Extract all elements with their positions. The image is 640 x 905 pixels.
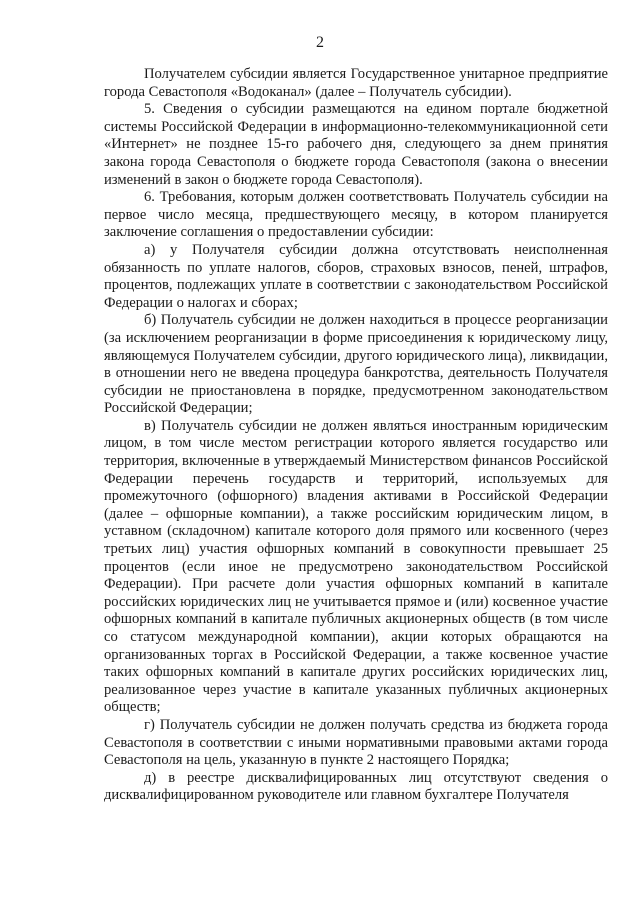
document-body bbox=[104, 66, 608, 805]
paragraph-recipient: Получателем субсидии является Государственное унитарное предприятие города Севастополя «Водоканал» (далее – Получатель субсидии). bbox=[104, 66, 608, 100]
paragraph-6-requirements: 6. Требования, которым должен соответствовать Получатель субсидии на первое число месяца, предшествующего месяцу, в котором планируется заключение соглашения о предоставлении субсидии: bbox=[104, 189, 608, 241]
paragraph-5-publication: 5. Сведения о субсидии размещаются на едином портале бюджетной системы Российской Федерации в информационно-телекоммуникационной сети «Интернет» не позднее 15-го рабочего дня, следующего за днем принятия закона города Севастополя о бюджете города Севастополя (закона о внесении изменений в закон о бюджете города Севастополя). bbox=[104, 101, 608, 188]
paragraph-6d-disqualified: д) в реестре дисквалифицированных лиц отсутствуют сведения о дисквалифицированном руководителе или главном бухгалтере Получателя bbox=[104, 769, 608, 804]
paragraph-6g-budget: г) Получатель субсидии не должен получать средства из бюджета города Севастополя в соответствии с иными нормативными правовыми актами города Севастополя на цель, указанную в пункте 2 настоящего Порядка; bbox=[104, 716, 608, 769]
page-number: 2 bbox=[316, 34, 324, 51]
paragraph-6a-taxes: а) у Получателя субсидии должна отсутствовать неисполненная обязанность по уплате налогов, сборов, страховых взносов, пеней, штрафов, процентов, подлежащих уплате в соответствии с законодательством Российской Федерации о налогах и сборах; bbox=[104, 241, 608, 311]
paragraph-6b-reorganization: б) Получатель субсидии не должен находиться в процессе реорганизации (за исключением реорганизации в форме присоединения к юридическому лицу, являющемуся Получателем субсидии, другого юридического лица), ликвидации, в отношении него не введена процедура банкротства, деятельность Получателя субсидии не приостановлена в порядке, предусмотренном законодательством Российской Федерации; bbox=[104, 312, 608, 417]
paragraph-6v-offshore: в) Получатель субсидии не должен являться иностранным юридическим лицом, в том числе местом регистрации которого является государство или территория, включенные в утверждаемый Министерством финансов Российской Федерации перечень государств и территорий, используемых для промежуточного (офшорного) владения активами в Российской Федерации (далее – офшорные компании), а также российским юридическим лицом, в уставном (складочном) капитале которого доля прямого или косвенного (через третьих лиц) участия офшорных компаний в совокупности превышает 25 процентов (если иное не предусмотрено законодательством Российской Федерации). При расчете доли участия офшорных компаний в капитале российских юридических лиц не учитывается прямое и (или) косвенное участие офшорных компаний в капитале публичных акционерных обществ (в том числе со статусом международной компании), акции которых обращаются на организованных торгах в Российской Федерации, а также косвенное участие таких офшорных компаний в капитале других российских юридических лиц, реализованное через участие в капитале указанных публичных акционерных обществ; bbox=[104, 417, 608, 716]
